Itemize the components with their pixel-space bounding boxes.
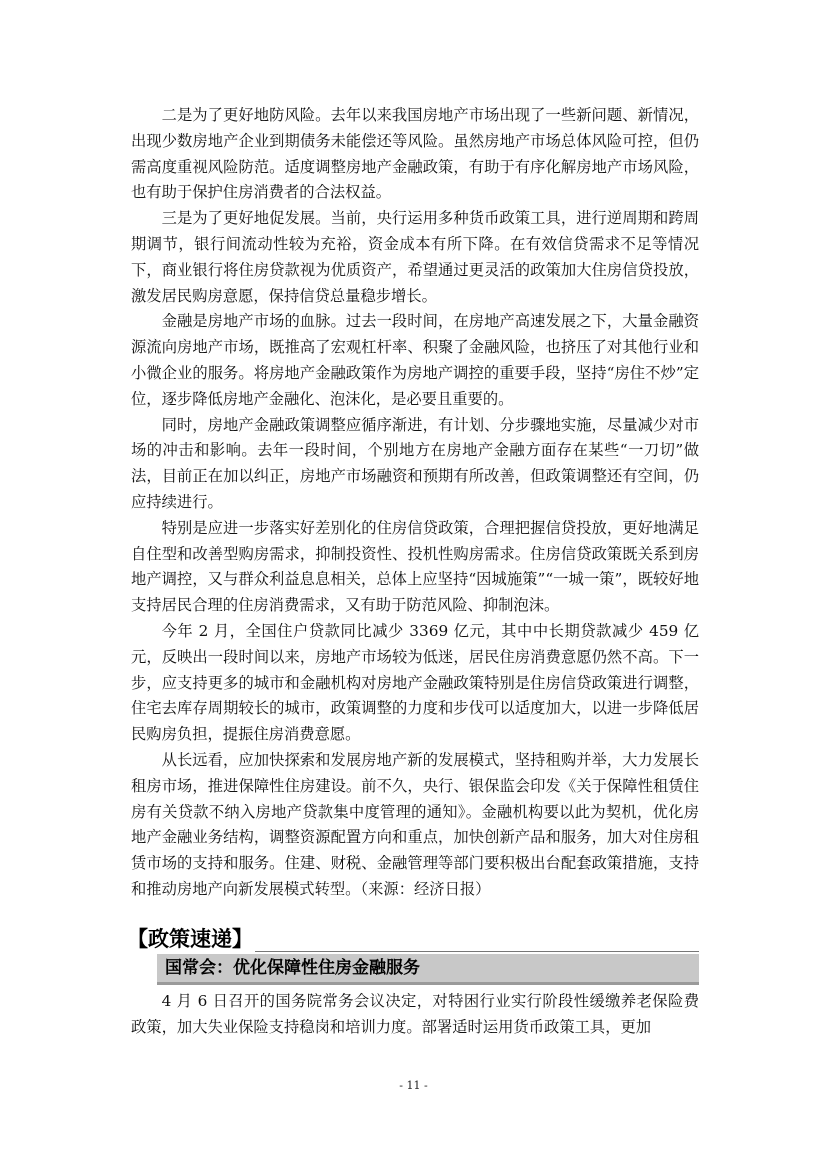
sub-heading-text: 国常会：优化保障性住房金融服务 <box>165 957 420 978</box>
paragraph-long-term-model: 从长远看，应加快探索和发展房地产新的发展模式，坚持租购并举，大力发展长租房市场，推进保障性住房建设。前不久，央行、银保监会印发《关于保障性租赁住房有关贷款不纳入房地产贷款集中度管理的通知》。金融机构要以此为契机，优化房地产金融业务结构，调整资源配置方向和重点，加快创新产品和服务，加大对住房租赁市场的支持和服务。住建、财税、金融管理等部门要积极出台配套政策措施，支持和推动房地产向新发展模式转型。（来源：经济日报） <box>131 750 699 898</box>
paragraph-differentiated-credit: 特别是应进一步落实好差别化的住房信贷政策，合理把握信贷投放，更好地满足自住型和改善型购房需求，抑制投资性、投机性购房需求。住房信贷政策既关系到房地产调控，又与群众利益息息相关，总体上应坚持“因城施策”“一城一策”，既较好地支持居民合理的住房消费需求，又有助于防范风险、抑制泡沫。 <box>131 518 699 615</box>
heading-divider <box>255 951 699 952</box>
page-number: - 11 - <box>399 1079 428 1092</box>
paragraph-state-council: 4 月 6 日召开的国务院常务会议决定，对特困行业实行阶段性缓缴养老保险费政策，加大失业保险支持稳岗和培训力度。部署适时运用货币政策工具，更加 <box>131 991 699 1036</box>
section-heading-text: 【政策速递】 <box>127 926 253 951</box>
sub-heading-banner <box>157 954 699 985</box>
section-heading <box>127 925 699 953</box>
paragraph-finance-lifeblood: 金融是房地产市场的血脉。过去一段时间，在房地产高速发展之下，大量金融资源流向房地产市场，既推高了宏观杠杆率、积聚了金融风险，也挤压了对其他行业和小微企业的服务。将房地产金融政策作为房地产调控的重要手段，坚持“房住不炒”定位，逐步降低房地产金融化、泡沫化，是必要且重要的。 <box>131 312 699 408</box>
paragraph-risk-prevention: 二是为了更好地防风险。去年以来我国房地产市场出现了一些新问题、新情况，出现少数房地产企业到期债务未能偿还等风险。虽然房地产市场总体风险可控，但仍需高度重视风险防范。适度调整房地产金融政策，有助于有序化解房地产市场风险，也有助于保护住房消费者的合法权益。 <box>131 106 699 202</box>
paragraph-gradual-adjustment: 同时，房地产金融政策调整应循序渐进，有计划、分步骤地实施，尽量减少对市场的冲击和影响。去年一段时间，个别地方在房地产金融方面存在某些“一刀切”做法，目前正在加以纠正，房地产市场融资和预期有所改善，但政策调整还有空间，仍应持续进行。 <box>131 415 699 511</box>
paragraph-promote-development: 三是为了更好地促发展。当前，央行运用多种货币政策工具，进行逆周期和跨周期调节，银行间流动性较为充裕，资金成本有所下降。在有效信贷需求不足等情况下，商业银行将住房贷款视为优质资产，希望通过更灵活的政策加大住房信贷投放，激发居民购房意愿，保持信贷总量稳步增长。 <box>131 209 699 305</box>
paragraph-household-loans: 今年 2 月，全国住户贷款同比减少 3369 亿元，其中中长期贷款减少 459 亿元，反映出一段时间以来，房地产市场较为低迷，居民住房消费意愿仍然不高。下一步，应支持更多的城市和金融机构对房地产金融政策特别是住房信贷政策进行调整，住宅去库存周期较长的城市，政策调整的力度和步伐可以适度加大，以进一步降低居民购房负担，提振住房消费意愿。 <box>131 621 699 744</box>
document-page <box>127 103 699 1040</box>
